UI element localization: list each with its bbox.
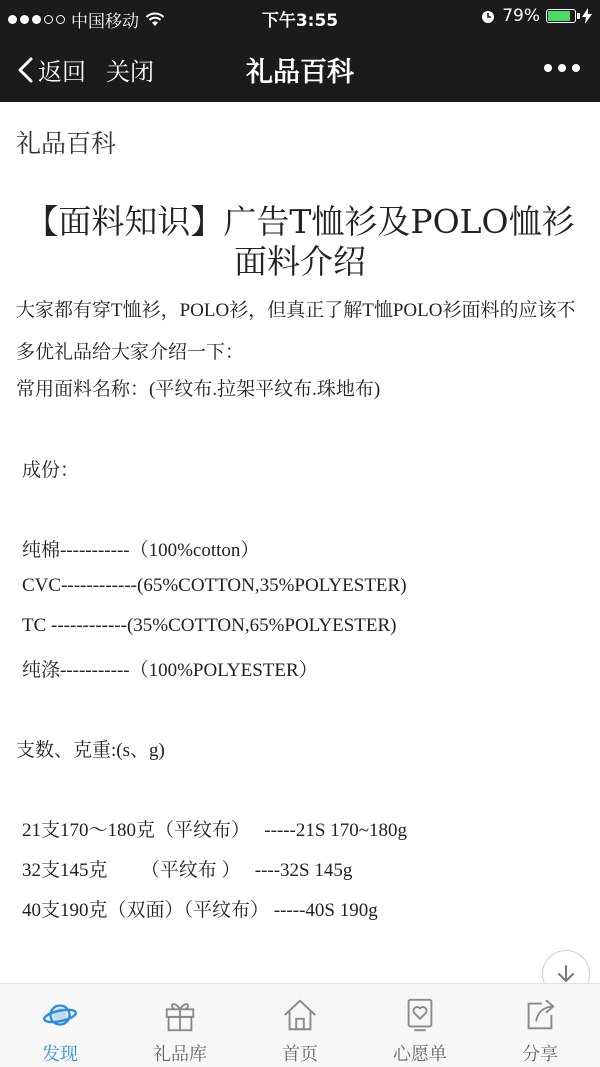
count-weight-item: 21支170～180克（平纹布） -----21S 170~180g [22, 820, 407, 841]
clock: 下午3:55 [261, 11, 339, 31]
more-button[interactable] [544, 64, 580, 72]
tab-bar [0, 983, 600, 1067]
charging-icon [582, 8, 592, 24]
more-dots-icon [544, 64, 552, 72]
gift-icon [161, 996, 199, 1034]
tab-share[interactable] [480, 984, 600, 1067]
carrier-name: 中国移动 [71, 12, 139, 32]
wishlist-icon [401, 996, 439, 1034]
tab-gift-library[interactable] [120, 984, 240, 1067]
article-title: 【面料知识】广告T恤衫及POLO恤衫面料介绍 [25, 202, 575, 281]
breadcrumb: 礼品百科 [16, 129, 117, 158]
alarm-icon [480, 8, 496, 24]
status-bar [0, 0, 600, 34]
home-icon [281, 996, 319, 1034]
page-title: 礼品百科 [246, 57, 354, 88]
planet-icon [41, 996, 79, 1034]
nav-bar [0, 34, 600, 102]
arrow-down-icon [555, 963, 577, 985]
close-button[interactable]: 关闭 [106, 58, 154, 86]
tab-label: 发现 [42, 1044, 78, 1065]
tab-wishlist[interactable] [360, 984, 480, 1067]
tab-label: 心愿单 [393, 1044, 447, 1065]
article-intro: 大家都有穿T恤衫，POLO衫，但真正了解T恤POLO衫面料的应该不多优礼品给大家介绍一下： [16, 300, 576, 363]
composition-item: 纯涤-----------（100%POLYESTER） [22, 660, 318, 681]
composition-item: 纯棉-----------（100%cotton） [22, 540, 260, 561]
status-right [480, 6, 592, 26]
back-label: 返回 [38, 58, 86, 86]
chevron-left-icon [16, 56, 34, 84]
count-weight-item: 40支190克（双面）（平纹布） -----40S 190g [22, 900, 378, 921]
count-weight-heading: 支数、克重:(s、g) [16, 740, 165, 761]
composition-heading: 成份： [22, 460, 80, 481]
tab-discover[interactable] [0, 984, 120, 1067]
tab-label: 礼品库 [153, 1044, 207, 1065]
article-content[interactable] [0, 102, 600, 984]
tab-label: 分享 [522, 1044, 558, 1065]
composition-item: TC ------------(35%COTTON,65%POLYESTER) [22, 615, 397, 636]
tab-home[interactable] [240, 984, 360, 1067]
battery-icon [546, 9, 576, 23]
common-fabrics: 常用面料名称：(平纹布.拉架平纹布.珠地布) [16, 379, 381, 400]
share-icon [521, 996, 559, 1034]
tab-label: 首页 [282, 1044, 318, 1065]
composition-item: CVC------------(65%COTTON,35%POLYESTER) [22, 575, 407, 596]
back-button[interactable] [16, 52, 86, 87]
battery-percent: 79% [502, 6, 540, 26]
count-weight-item: 32支145克 （平纹布 ） ----32S 145g [22, 860, 353, 881]
